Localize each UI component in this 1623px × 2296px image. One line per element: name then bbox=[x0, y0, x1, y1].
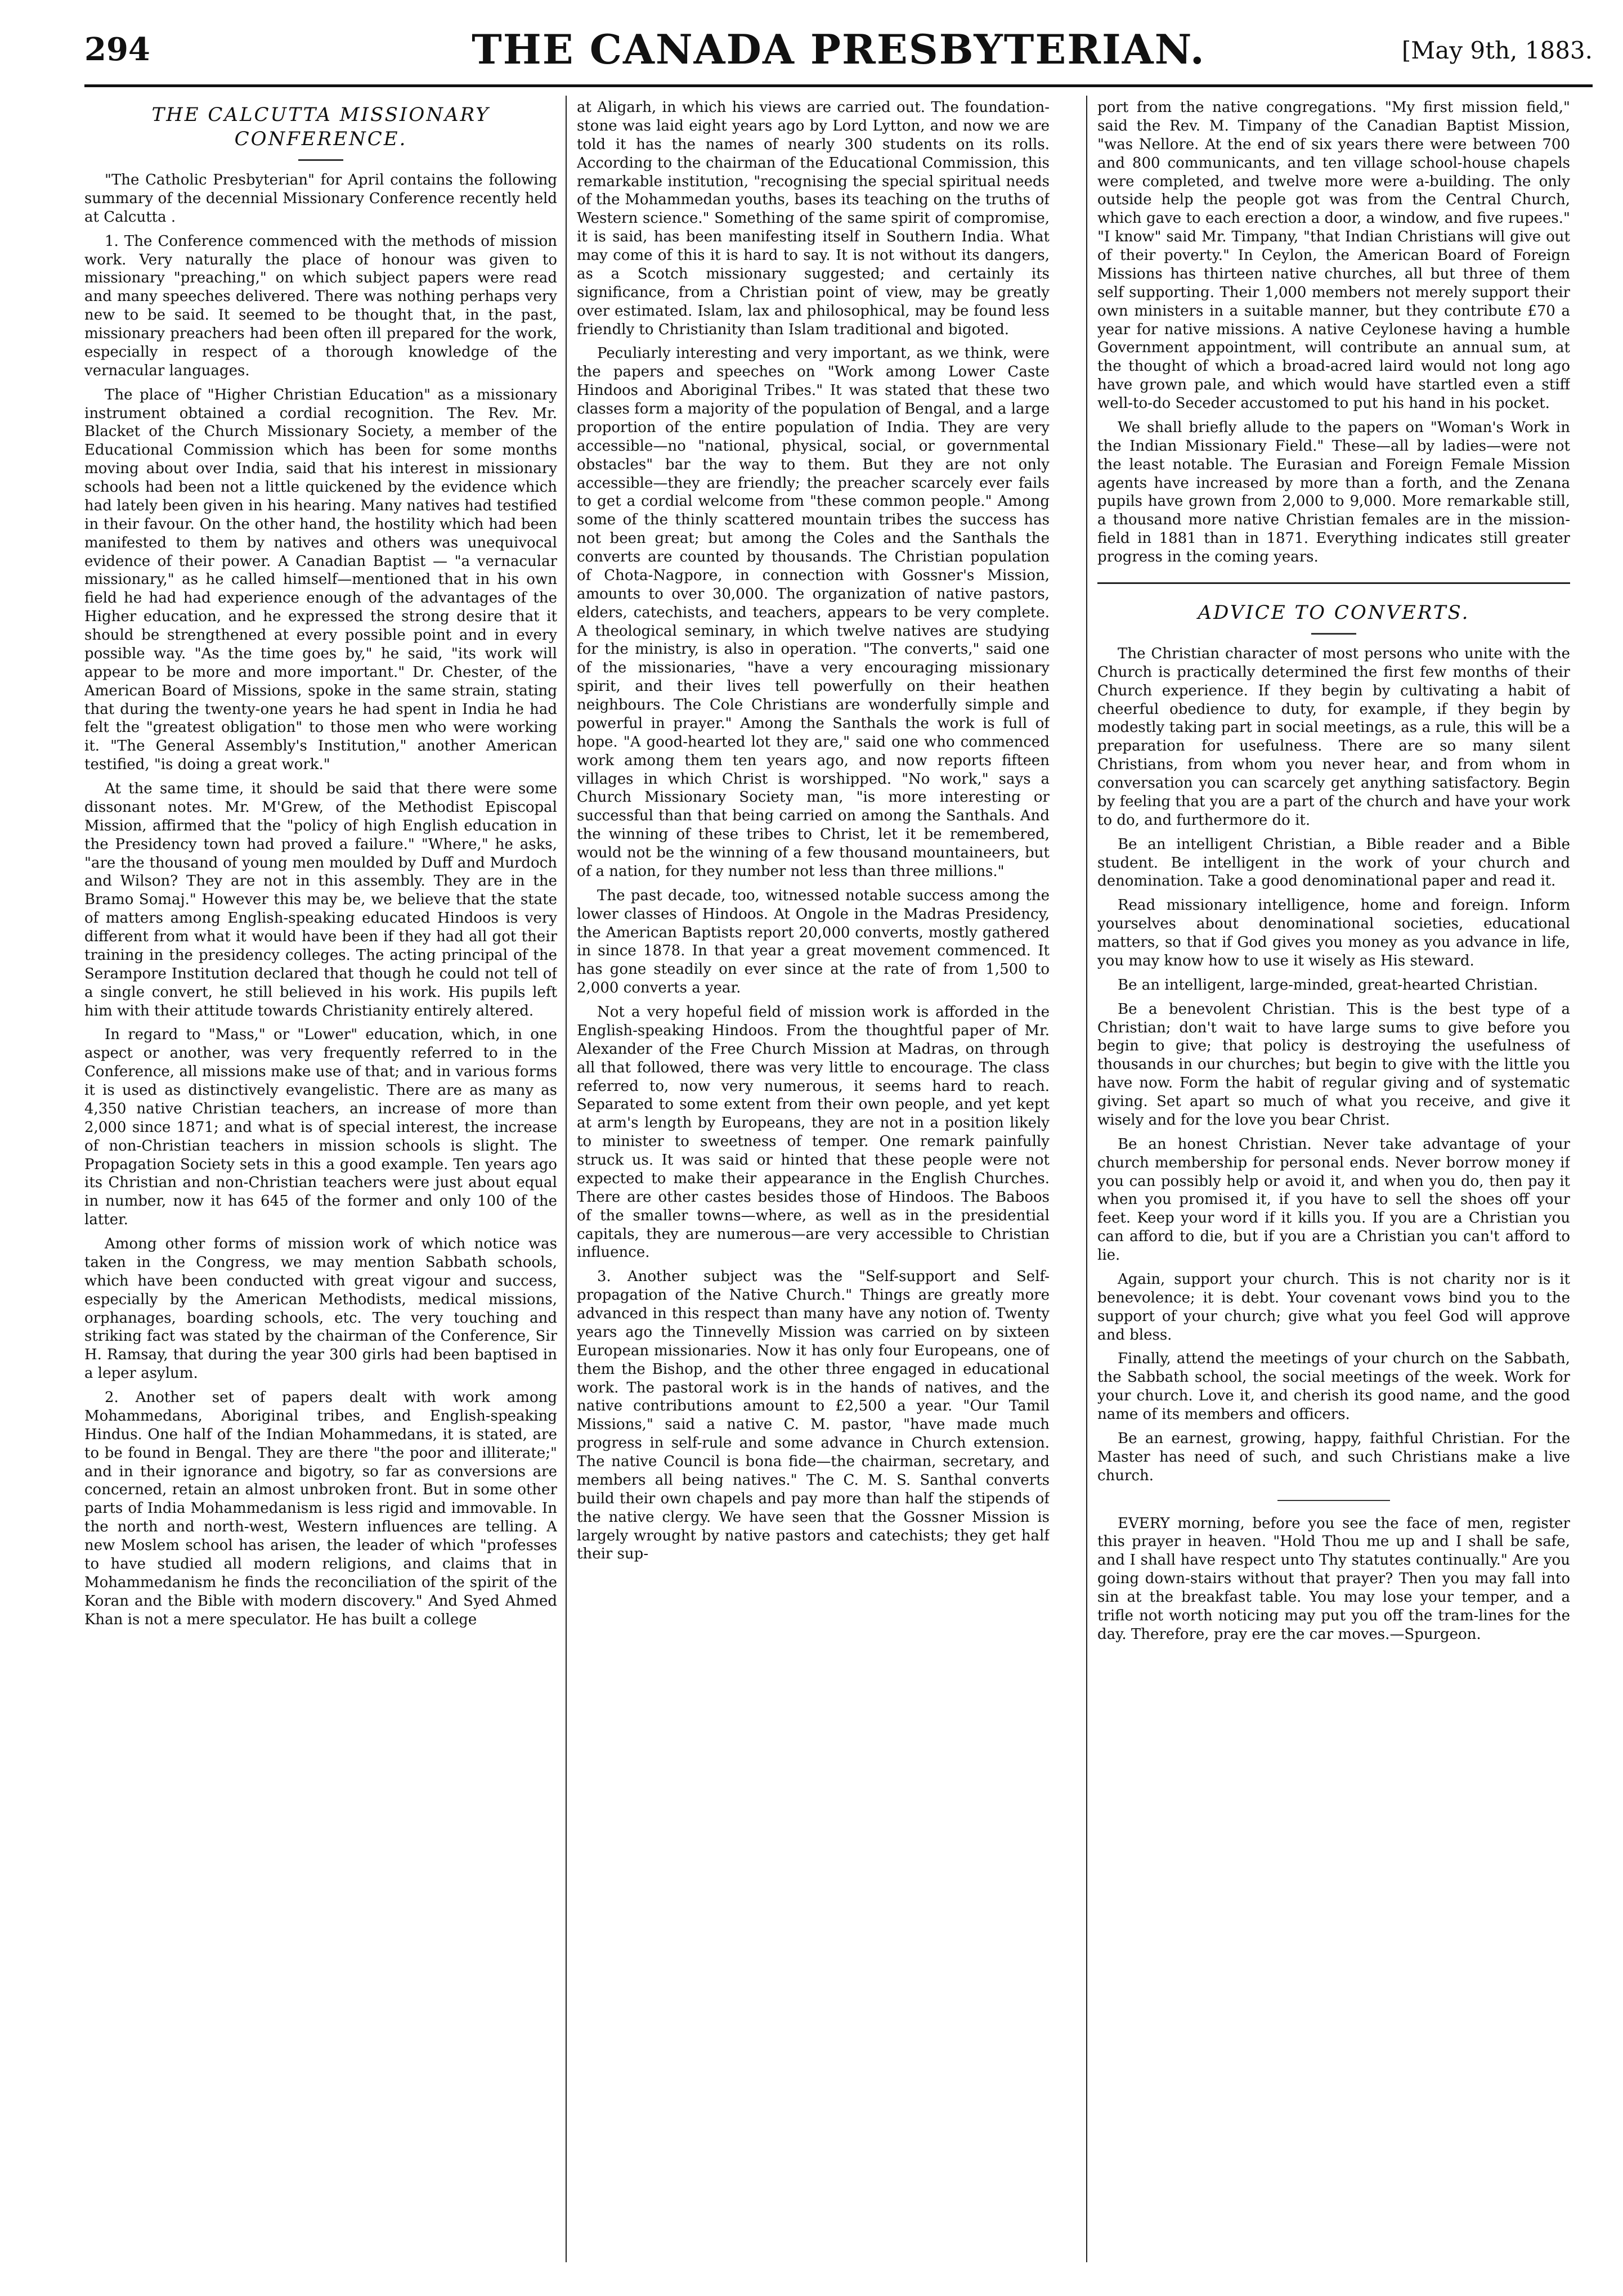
paragraph: Again, support your church. This is not charity nor is it benevolence; it is debt. Your covenant vows bind you to the support of your church; give what you feel God will approve and bless. bbox=[1097, 1270, 1570, 1344]
paragraph: We shall briefly allude to the papers on "Woman's Work in the Indian Missionary Field." These—all by ladies—were not the least notable. The Eurasian and Foreign Female Mission agents have increased by more than a forth, and the Zenana pupils have grown from 2,000 to 9,000. More remarkable still, a thousand more native Christian females are in the mission-field in 1881 than in 1871. Everything indicates still greater progress in the coming years. bbox=[1097, 419, 1570, 565]
column-divider bbox=[566, 96, 567, 2262]
paragraph: Be an honest Christian. Never take advantage of your church membership for personal ends. Never borrow money if you can possibly help or avoid it, and when you do, then pay it when you promised it, if you have to sell the shoes off your feet. Keep your word if it kills you. If you are a Christian you can afford to die, but if you are a Christian you can't afford to lie. bbox=[1097, 1135, 1570, 1264]
paragraph: Finally, attend the meetings of your church on the Sabbath, the Sabbath school, the social meetings of the week. Work for your church. Love it, and cherish its good name, and the good name of its members and officers. bbox=[1097, 1350, 1570, 1423]
paragraph: Read missionary intelligence, home and foreign. Inform yourselves about denominational societies, educational matters, so that if God gives you money as you advance in life, you may know how to use it wisely as His steward. bbox=[1097, 897, 1570, 969]
column-2 bbox=[577, 98, 1050, 2262]
masthead-rule bbox=[84, 84, 1593, 87]
paragraph: The past decade, too, witnessed notable success among the lower classes of Hindoos. At Ongole in the Madras Presidency, the American Baptists report 20,000 converts, mostly gathered in since 1878. In that year a great movement commenced. It has gone steadily on ever since at the rate of from 1,500 to 2,000 converts a year. bbox=[577, 887, 1050, 997]
paragraph: The Christian character of most persons who unite with the Church is practically determined the first few months of their Church experience. If they begin by cultivating a habit of cheerful obedience to duty, for example, if they begin by modestly taking part in social meetings, as a rule, this will be a preparation for usefulness. There are so many silent Christians, from whom you never hear, and from whom in conversation you can scarcely get anything satisfactory. Begin by feeling that you are a part of the church and have your work to do, and furthermore do it. bbox=[1097, 645, 1570, 829]
article-title: ADVICE TO CONVERTS. bbox=[1198, 601, 1470, 624]
masthead bbox=[84, 25, 1593, 79]
page-number: 294 bbox=[84, 31, 150, 68]
paragraph: EVERY morning, before you see the face of men, register this prayer in heaven. "Hold Thou me up and I shall be safe, and I shall have respect unto Thy statutes continually." Are you going down-stairs without that prayer? Then you may fall into sin at the breakfast table. You may lose your temper, and a trifle not worth noticing may put you off the tram-lines for the day. Therefore, pray ere the car moves.—Spurgeon. bbox=[1097, 1515, 1570, 1643]
article-title: THE CALCUTTA MISSIONARY CONFERENCE. bbox=[151, 104, 490, 150]
paragraph: Among other forms of mission work of which notice was taken in the Congress, we may mention Sabbath schools, which have been conducted with great vigour and success, especially by the American Methodists, medical missions, orphanages, boarding schools, etc. The very touching and striking fact was stated by the chairman of the Conference, Sir H. Ramsay, that during the year 300 girls had been baptised in a leper asylum. bbox=[84, 1235, 557, 1382]
paragraph: The place of "Higher Christian Education" as a missionary instrument obtained a cordial recognition. The Rev. Mr. Blacket of the Church Missionary Society, a member of the Educational Commission which has been for some months moving about over India, said that his interest in missionary schools had been not a little quickened by the evidence which had lately been given in his hearing. Many natives had testified in their favour. On the other hand, the hostility which had been manifested to them by natives and others was unequivocal evidence of their power. A Canadian Baptist — "a vernacular missionary," as he called himself—mentioned that in his own field he had had experience enough of the advantages of the Higher education, and he expressed the strong desire that it should be strengthened at every possible point and in every possible way. "As the time goes by," he said, "its work will appear to be more and more important." Dr. Chester, of the American Board of Missions, spoke in the same strain, stating that during the twenty-one years he had spent in India he had felt the "greatest obligation" to those men who were working it. "The General Assembly's Institution," another American testified, "is doing a great work." bbox=[84, 386, 557, 774]
issue-date: [May 9th, 1883. bbox=[1401, 37, 1593, 64]
paragraph: 3. Another subject was the "Self-support and Self-propagation of the Native Church." Things are greatly more advanced in this respect than many have any notion of. Twenty years ago the Tinnevelly Mission was carried on by sixteen European missionaries. Now it has only four Europeans, one of them the Bishop, and the other three engaged in educational work. The pastoral work is in the hands of natives, and the native contributions amount to £2,500 a year. "Our Tamil Missions," said a native C. M. pastor, "have made much progress in self-rule and some advance in Church extension. The native Council is bona fide—the chairman, secretary, and members all being natives." The C. M. S. Santhal converts build their own chapels and pay more than half the stipends of the native clergy. We have seen that the Gossner Mission is largely wrought by native pastors and catechists; they get half their sup- bbox=[577, 1268, 1050, 1563]
paragraph: Not a very hopeful field of mission work is afforded in the English-speaking Hindoos. From the thoughtful paper of Mr. Alexander of the Free Church Mission at Madras, on through all that followed, there was very little to encourage. The class referred to, now very numerous, it seems hard to reach. Separated to some extent from their own people, and yet kept at arm's length by Europeans, they are not in a position likely to minister to sweetness of temper. One remark painfully struck us. It was said or hinted that these people were not expected to make their appearance in the English Churches. There are other castes besides those of Hindoos. The Baboos of the smaller towns—where, as well as in the presidential capitals, they are numerous—are very accessible to Christian influence. bbox=[577, 1004, 1050, 1261]
article-divider bbox=[1097, 582, 1570, 596]
paragraph: 1. The Conference commenced with the methods of mission work. Very naturally the place of honour was given to missionary "preaching," on which subject papers were read and many speeches delivered. There was nothing perhaps very new to be said. It seemed to be thought that, in the past, missionary preachers had been often ill prepared for the work, especially in respect of a thorough knowledge of the vernacular languages. bbox=[84, 232, 557, 379]
paragraph: port from the native congregations. "My first mission field," said the Rev. M. Timpany of the Canadian Baptist Mission, "was Nellore. At the end of six years there were between 700 and 800 communicants, and ten village school-house chapels were completed, and twelve more were a-building. The only outside help the people got was from the Central Church, which gave to each erection a door, a window, and five rupees." "I know" said Mr. Timpany, "that Indian Christians will give out of their poverty." In Ceylon, the American Board of Foreign Missions has thirteen native churches, all but three of them self supporting. Their 1,000 members not merely support their own ministers in a suitable manner, but they contribute £70 a year for native missions. A native Ceylonese having a humble Government appointment, will contribute an annual sum, at the thought of which a broad-acred laird would not long ago have grown pale, and which would have startled even a stiff well-to-do Seceder accustomed to put his hand in his pocket. bbox=[1097, 99, 1570, 412]
column-1 bbox=[84, 98, 557, 2262]
newspaper-title: THE CANADA PRESBYTERIAN. bbox=[472, 25, 1205, 73]
paragraph: Be an intelligent Christian, a Bible reader and a Bible student. Be intelligent in the work of your church and denomination. Take a good denominational paper and read it. bbox=[1097, 835, 1570, 890]
paragraph: at Aligarh, in which his views are carried out. The foundation-stone was laid eight years ago by Lord Lytton, and now we are told it has the names of nearly 300 students on its rolls. According to the chairman of the Educational Commission, this remarkable institution, "recognising the special spiritual needs of the Mohammedan youths, bases its teaching on the truths of Western science." Something of the same spirit of compromise, it is said, has been manifesting itself in Southern India. What may come of this it is hard to say. It is not without its dangers, as a Scotch missionary suggested; and certainly its significance, from a Christian point of view, may be greatly over estimated. Islam, lax and philosophical, may be found less friendly to Christianity than Islam traditional and bigoted. bbox=[577, 99, 1050, 338]
paragraph: Be a benevolent Christian. This is the best type of a Christian; don't wait to have large sums to give before you begin to give; that policy is destroying the usefulness of thousands in our churches; but begin to give with the little you have now. Form the habit of regular giving and of systematic giving. Set apart so much of what you receive, and give it wisely and for the love you bear Christ. bbox=[1097, 1000, 1570, 1129]
paragraph: 2. Another set of papers dealt with work among Mohammedans, Aboriginal tribes, and English-speaking Hindus. One half of the Indian Mohammedans, it is stated, are to be found in Bengal. They are there "the poor and illiterate;" and in their ignorance and bigotry, so far as conversions are concerned, retain an almost unbroken front. But in some other parts of India Mohammedanism is less rigid and immovable. In the north and north-west, Western influences are telling. A new Moslem school has arisen, the leader of which "professes to have studied all modern religions, and claims that in Mohammedanism he finds the reconciliation of the spirit of the Koran and the Bible with modern discovery." And Syed Ahmed Khan is not a mere speculator. He has built a college bbox=[84, 1389, 557, 1628]
column-3 bbox=[1097, 98, 1570, 2262]
paragraph: Be an earnest, growing, happy, faithful Christian. For the Master has need of such, and such Christians make a live church. bbox=[1097, 1430, 1570, 1484]
paragraph: Peculiarly interesting and very important, as we think, were the papers and speeches on "Work among Lower Caste Hindoos and Aboriginal Tribes." It was stated that these two classes form a majority of the population of Bengal, and a large proportion of the entire population of India. They are very accessible—no "national, physical, social, or governmental obstacles" bar the way to them. But they are not only accessible—they are friendly; the preacher scarcely ever fails to get a cordial welcome from "these common people." Among some of the thinly scattered mountain tribes the success has not been great; but among the Coles and the Santhals the converts are counted by thousands. The Christian population of Chota-Nagpore, in connection with Gossner's Mission, amounts to over 30,000. The organization of native pastors, elders, catechists, and teachers, appears to be very complete. A theological seminary, in which twelve natives are studying for the ministry, is also in operation. "The converts," said one of the missionaries, "have a very encouraging missionary spirit, and their lives tell powerfully on their heathen neighbours. The Cole Christians are wonderfully simple and powerful in prayer." Among the Santhals the work is full of hope. "A good-hearted lot they are," said one who commenced work among them ten years ago, and now reports fifteen villages in which Christ is worshipped. "No work," says a Church Missionary Society man, "is more interesting or successful than that being carried on among the Santhals. And the winning of these tribes to Christ, let it be remembered, would not be the winning of a few thousand mountaineers, but of a nation, for they number not less than three millions." bbox=[577, 345, 1050, 880]
title-rule bbox=[1311, 633, 1356, 635]
title-rule bbox=[298, 159, 343, 161]
paragraph: In regard to "Mass," or "Lower" education, which, in one aspect or another, was very frequently referred to in the Conference, all missions make use of that; and in various forms it is used as distinctively evangelistic. There are as many as 4,350 native Christian teachers, an increase of more than 2,000 since 1871; and what is of special interest, the increase of non-Christian teachers in mission schools is slight. The Propagation Society sets in this a good example. Ten years ago its Christian and non-Christian teachers were just about equal in number, now it has 645 of the former and only 100 of the latter. bbox=[84, 1026, 557, 1229]
paragraph: "The Catholic Presbyterian" for April contains the following summary of the decennial Missionary Conference recently held at Calcutta . bbox=[84, 172, 557, 226]
paragraph: At the same time, it should be said that there were some dissonant notes. Mr. M'Grew, of the Methodist Episcopal Mission, affirmed that the "policy of high English education in the Presidency town had proved a failure." "Where," he asks, "are the thousand of young men moulded by Duff and Murdoch and Wilson? They are not in this assembly. They are in the Bramo Somaj." However this may be, we believe that the state of matters among English-speaking educated Hindoos is very different from what it would have been if they had all got their training in the presidency colleges. The acting principal of the Serampore Institution declared that though he could not tell of a single convert, he still believed in his work. His pupils left him with their attitude towards Christianity entirely altered. bbox=[84, 780, 557, 1019]
paragraph: Be an intelligent, large-minded, great-hearted Christian. bbox=[1118, 976, 1538, 994]
article-separator bbox=[1277, 1500, 1390, 1501]
column-divider bbox=[1086, 96, 1087, 2262]
